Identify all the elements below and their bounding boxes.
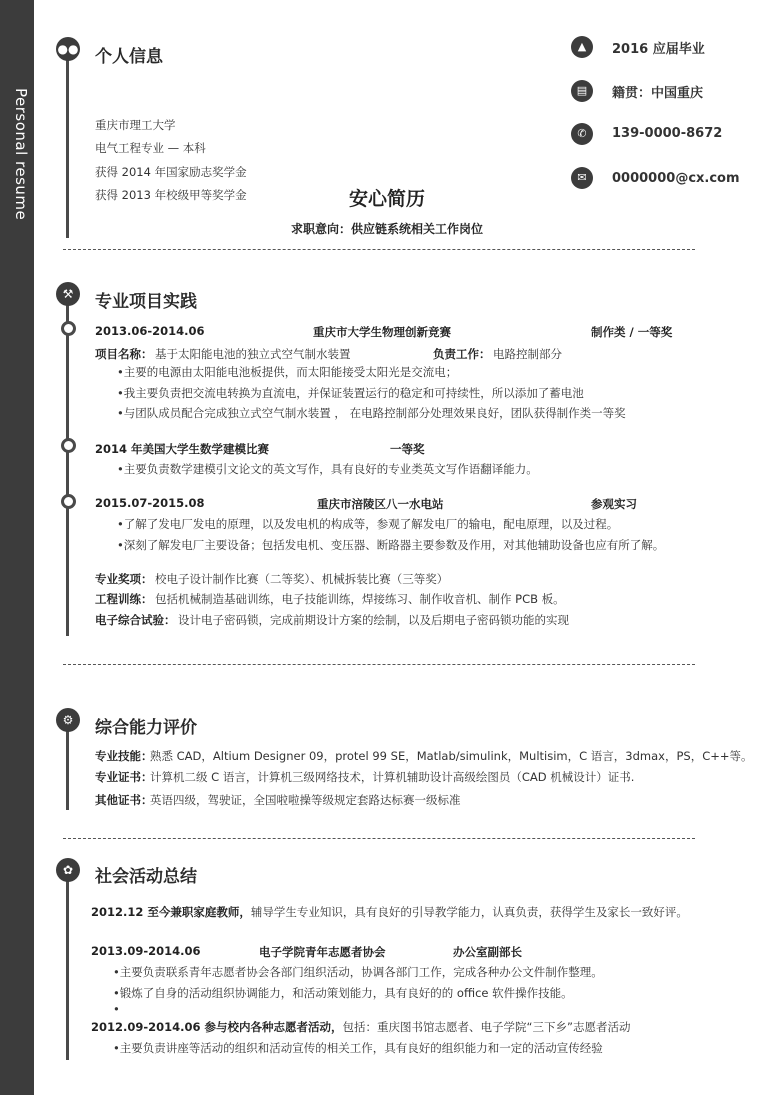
project-bullet: •与团队成员配合完成独立式空气制水装置 ， 在电路控制部分处理效果良好，团队获得制作类一等奖 bbox=[117, 406, 626, 420]
project-bullet: •主要负责数学建模引文论文的英文写作，具有良好的专业类英文写作语翻译能力。 bbox=[117, 462, 538, 476]
item-label: 项目名称： bbox=[95, 347, 153, 361]
resume-title: 安心简历 bbox=[348, 188, 425, 210]
project-name: 重庆市大学生物理创新竞赛 bbox=[313, 325, 451, 339]
activity-bullet: •主要负责讲座等活动的组织和活动宣传的相关工作，具有良好的组织能力和一定的活动宣传经验 bbox=[113, 1041, 603, 1055]
timeline-node bbox=[61, 438, 76, 453]
sidebar-title: Personal resume bbox=[12, 88, 30, 221]
graduation-text: 2016 应届毕业 bbox=[612, 42, 705, 57]
project-award: 一等奖 bbox=[390, 442, 425, 456]
item-value: 基于太阳能电池的独立式空气制水装置 bbox=[155, 347, 351, 361]
ability-label: 专业技能： bbox=[95, 749, 153, 763]
extra-label: 电子综合试验： bbox=[95, 613, 176, 627]
activity-text: 辅导学生专业知识，具有良好的引导教学能力，认真负责，获得学生及家长一致好评。 bbox=[250, 905, 688, 919]
activity-line bbox=[91, 1019, 630, 1035]
activity-org: 电子学院青年志愿者协会 bbox=[259, 945, 386, 959]
phone-icon: ✆ bbox=[571, 123, 593, 145]
activity-bullet: •锻炼了自身的活动组织协调能力，和活动策划能力，具有良好的的 office 软件操作技能。 bbox=[113, 986, 573, 1000]
timeline-abilities bbox=[66, 720, 69, 810]
email-text: 0000000@cx.com bbox=[612, 171, 740, 186]
extra-value: 包括机械制造基础训练，电子技能训练，焊接练习、制作收音机、制作 PCB 板。 bbox=[155, 592, 565, 606]
section-title-social: 社会活动总结 bbox=[95, 867, 197, 887]
phone-text: 139-0000-8672 bbox=[612, 126, 723, 141]
project-date: 2015.07-2015.08 bbox=[95, 496, 205, 510]
activity-text: 包括：重庆图书馆志愿者、电子学院“三下乡”志愿者活动 bbox=[342, 1020, 631, 1034]
info-line: 获得 2013 年校级甲等奖学金 bbox=[95, 188, 247, 202]
timeline-social bbox=[66, 870, 69, 1060]
people-icon: ●● bbox=[56, 37, 80, 61]
info-line: 获得 2014 年国家励志奖学金 bbox=[95, 165, 247, 179]
project-bullet: •我主要负责把交流电转换为直流电，并保证装置运行的稳定和可持续性，所以添加了蓄电池 bbox=[117, 386, 584, 400]
extra-value: 校电子设计制作比赛（二等奖）、机械拆装比赛（三等奖） bbox=[155, 572, 449, 586]
activity-bold: 2012.09-2014.06 参与校内各种志愿者活动， bbox=[91, 1020, 343, 1034]
job-objective: 求职意向：供应链系统相关工作岗位 bbox=[290, 222, 483, 236]
ability-value: 计算机二级 C 语言，计算机三级网络技术，计算机辅助设计高级绘图员（CAD 机械设计）证书. bbox=[150, 770, 635, 784]
activity-date: 2013.09-2014.06 bbox=[91, 944, 201, 958]
divider bbox=[63, 838, 695, 839]
ability-label: 专业证书： bbox=[95, 770, 153, 784]
timeline-node bbox=[61, 321, 76, 336]
activity-line bbox=[91, 904, 688, 920]
graduate-icon: ▲ bbox=[571, 36, 593, 58]
project-name: 2014 年美国大学生数学建模比赛 bbox=[95, 442, 270, 456]
project-bullet: •了解了发电厂发电的原理，以及发电机的构成等，参观了解发电厂的输电，配电原理，以及过程。 bbox=[117, 517, 619, 531]
ability-label: 其他证书： bbox=[95, 793, 153, 807]
extra-label: 工程训练： bbox=[95, 592, 153, 606]
project-award: 制作类 / 一等奖 bbox=[591, 325, 673, 339]
divider bbox=[63, 249, 695, 250]
info-line: 电气工程专业 — 本科 bbox=[95, 141, 206, 155]
person-settings-icon: ⚙ bbox=[56, 708, 80, 732]
extra-label: 专业奖项： bbox=[95, 572, 153, 586]
project-award: 参观实习 bbox=[591, 497, 637, 511]
section-title-personal: 个人信息 bbox=[95, 47, 163, 67]
activity-bullet: •主要负责联系青年志愿者协会各部门组织活动，协调各部门工作，完成各种办公文件制作整理。 bbox=[113, 965, 603, 979]
project-date: 2013.06-2014.06 bbox=[95, 324, 205, 338]
project-bullet: •主要的电源由太阳能电池板提供，而太阳能接受太阳光是交流电； bbox=[117, 365, 458, 379]
building-icon: ▤ bbox=[571, 80, 593, 102]
wrench-icon: ⚒ bbox=[56, 282, 80, 306]
extra-value: 设计电子密码锁，完成前期设计方案的绘制，以及后期电子密码锁功能的实现 bbox=[178, 613, 569, 627]
activity-bullet: • bbox=[113, 1002, 120, 1016]
sidebar-tab bbox=[0, 40, 34, 221]
activity-role: 办公室副部长 bbox=[453, 945, 522, 959]
mail-icon: ✉ bbox=[571, 167, 593, 189]
leaf-icon: ✿ bbox=[56, 858, 80, 882]
divider bbox=[63, 664, 695, 665]
ability-value: 英语四级，驾驶证，全国啦啦操等级规定套路达标赛一级标准 bbox=[150, 793, 461, 807]
duty-value: 电路控制部分 bbox=[493, 347, 562, 361]
section-title-projects: 专业项目实践 bbox=[95, 292, 197, 312]
section-title-abilities: 综合能力评价 bbox=[95, 718, 197, 738]
timeline-node bbox=[61, 494, 76, 509]
timeline-projects bbox=[66, 296, 69, 636]
project-name: 重庆市涪陵区八一水电站 bbox=[317, 497, 444, 511]
activity-bold: 2012.12 至今兼职家庭教师， bbox=[91, 905, 251, 919]
info-line: 重庆市理工大学 bbox=[95, 118, 176, 132]
ability-value: 熟悉 CAD，Altium Designer 09，protel 99 SE，Matlab/simulink，Multisim，C 语言，3dmax，PS，C++等。 bbox=[150, 749, 753, 763]
duty-label: 负责工作： bbox=[433, 347, 491, 361]
project-bullet: •深刻了解发电厂主要设备；包括发电机、变压器、断路器主要参数及作用，对其他辅助设备也应有所了解。 bbox=[117, 538, 665, 552]
hometown-text: 籍贯：中国重庆 bbox=[612, 86, 704, 101]
